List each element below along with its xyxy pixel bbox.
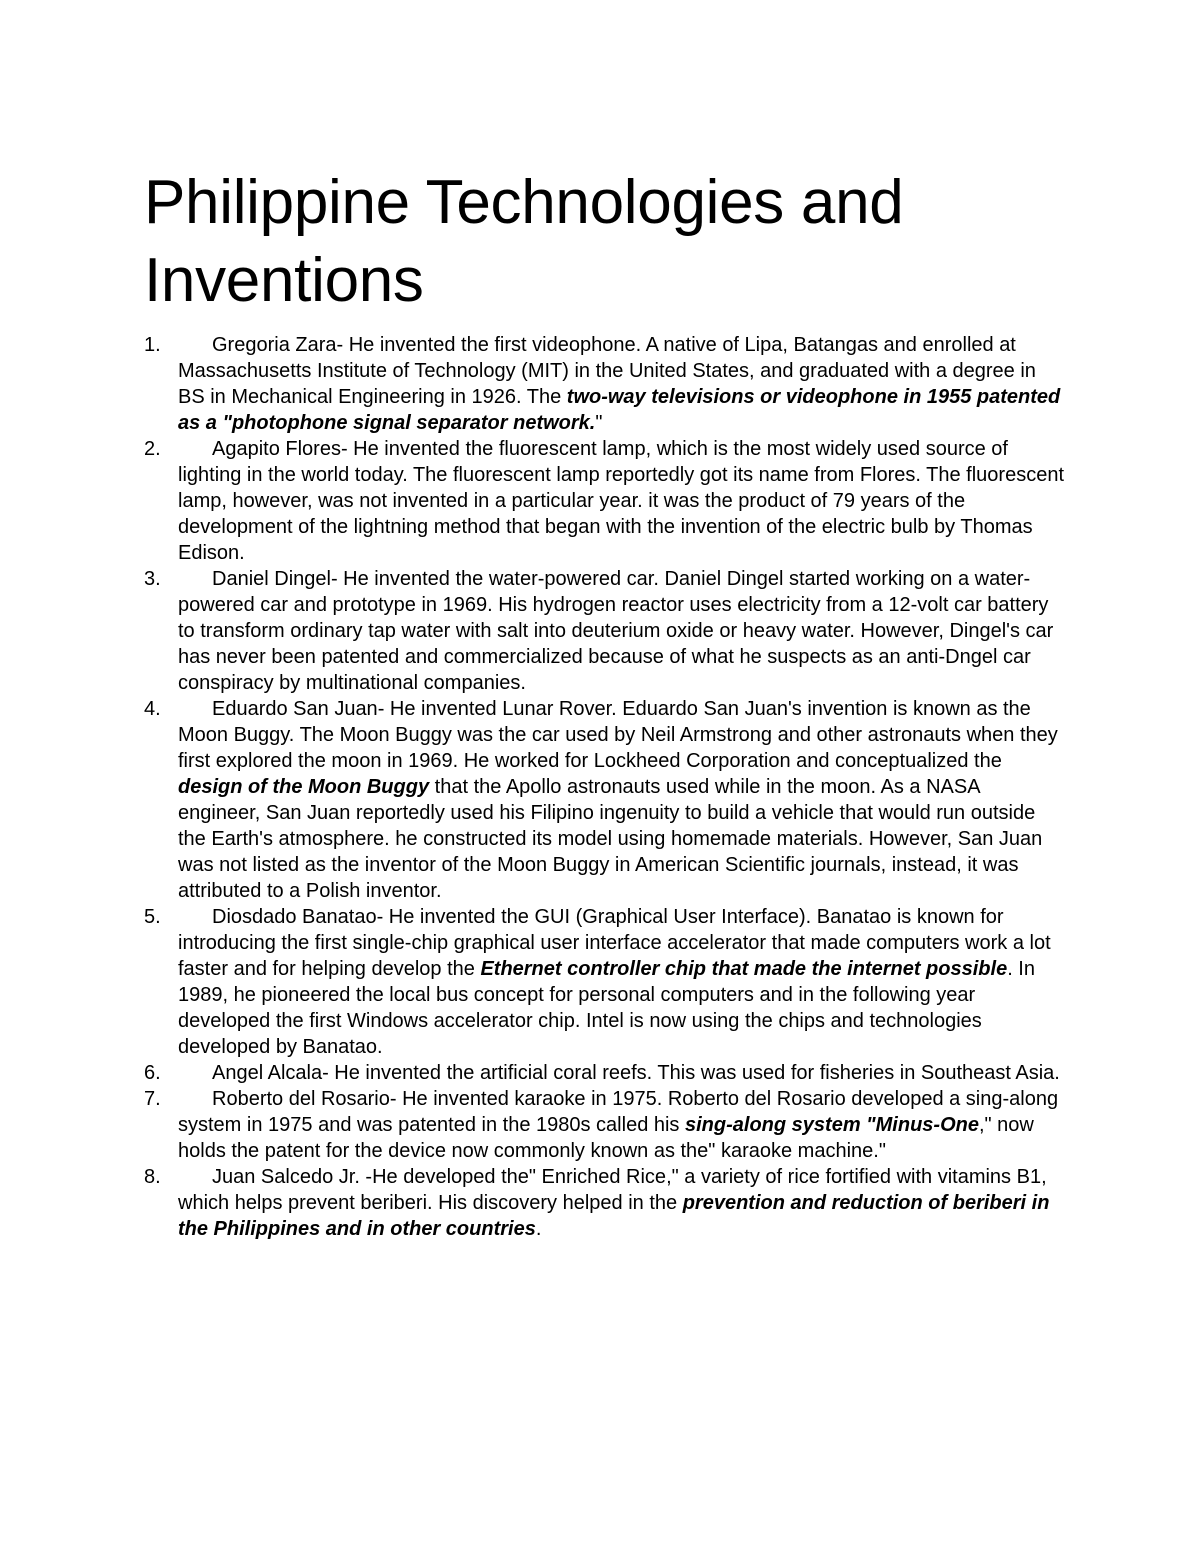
inventions-list (144, 332, 1064, 1242)
text-run: - He invented the (322, 1062, 480, 1084)
emphasis-text: Enriched Rice (541, 1166, 667, 1188)
list-item-number: 6. (144, 1062, 161, 1084)
emphasis-text: Diosdado Banatao (212, 906, 377, 928)
list-item-number: 8. (144, 1166, 161, 1188)
list-item-text (178, 696, 1064, 904)
text-run: ," now holds the patent for the device now commonly known as the" karaoke machine." (178, 1114, 1034, 1162)
list-item-text (178, 332, 1064, 436)
emphasis-text: artificial coral reefs. (479, 1062, 653, 1084)
text-run: - He invented (377, 698, 503, 720)
text-run: - He invented the first (336, 334, 533, 356)
list-item (144, 1164, 1064, 1242)
text-run: , which is the most widely used source of lighting in the world today. The fluorescent lamp reportedly got its name from Flores. The fluorescent lamp, however, was not invented in a particular year. it was the product of 79 years of the development of the lightning method that began with the invention of the electric bulb by Thomas Edison. (178, 438, 1064, 564)
text-run: - He invented the (340, 438, 499, 460)
emphasis-text: videophone. (532, 334, 642, 356)
emphasis-text: water-powered car. (488, 568, 659, 590)
list-item-number: 2. (144, 438, 161, 460)
text-run: Banatao is known for introducing the first single-chip graphical user interface accelerator that made computers work a lot faster and for helping develop the (178, 906, 1051, 980)
text-run: -He developed the" (359, 1166, 542, 1188)
list-item (144, 566, 1064, 696)
text-run: Daniel Dingel started working on a water-powered car and prototype in 1969. His hydrogen reactor uses electricity from a 12-volt car battery to transform ordinary tap water with salt into deuterium oxide or heavy water. However, Dingel's car has never been patented and commercialized because of what he suspects as an anti-Dngel car conspiracy by multinational companies. (178, 568, 1054, 694)
emphasis-text: karaoke (514, 1088, 586, 1110)
emphasis-text: fluorescent lamp (498, 438, 646, 460)
emphasis-text: Juan Salcedo Jr. (212, 1166, 360, 1188)
emphasis-text: Angel Alcala (212, 1062, 323, 1084)
text-run: - He invented (389, 1088, 515, 1110)
emphasis-text: Agapito Flores (212, 438, 341, 460)
emphasis-text: Roberto del Rosario (212, 1088, 390, 1110)
text-run: This was used for fisheries in Southeast Asia. (652, 1062, 1060, 1084)
list-item-number: 1. (144, 334, 161, 356)
emphasis-text: two-way televisions or videophone in 1955 patented as a "photophone signal separator network. (178, 386, 1061, 434)
list-item-number: 5. (144, 906, 161, 928)
list-item-number: 7. (144, 1088, 161, 1110)
page-title: Philippine Technologies and Inventions (144, 168, 904, 315)
list-item-text (178, 436, 1064, 566)
list-item-number: 4. (144, 698, 161, 720)
emphasis-text: Gregoria Zara (212, 334, 337, 356)
text-run: . In 1989, he pioneered the local bus concept for personal computers and in the following year developed the first Windows accelerator chip. Intel is now using the chips and technologies developed by Banatao. (178, 958, 1035, 1058)
text-run: - He invented the (330, 568, 489, 590)
text-run: Eduardo San Juan's invention is known as the Moon Buggy. The Moon Buggy was the car used by Neil Armstrong and other astronauts when they first explored the moon in 1969. He worked for Lockheed Corporation and conceptualized the (178, 698, 1058, 772)
list-item-text (178, 1164, 1064, 1242)
list-item (144, 436, 1064, 566)
text-run: - He invented the (376, 906, 535, 928)
list-item (144, 1060, 1064, 1086)
emphasis-text: Ethernet controller chip that made the internet possible (480, 958, 1008, 980)
text-run: ," a variety of rice fortified with vitamins B1, which helps prevent beriberi. His discovery helped in the (178, 1166, 1047, 1214)
list-item (144, 332, 1064, 436)
list-item-text (178, 1060, 1064, 1086)
list-item-number: 3. (144, 568, 161, 590)
emphasis-text: GUI (Graphical User Interface). (534, 906, 812, 928)
list-item-text (178, 904, 1064, 1060)
emphasis-text: design of the Moon Buggy (178, 776, 430, 798)
emphasis-text: prevention and reduction of beriberi in the Philippines and in other countries (178, 1192, 1050, 1240)
list-item (144, 1086, 1064, 1164)
list-item (144, 904, 1064, 1060)
list-item-text (178, 1086, 1064, 1164)
text-run: A native of Lipa, Batangas and enrolled at Massachusetts Institute of Technology (MIT) in the United States, and graduated with a degree in BS in Mechanical Engineering in 1926. The (178, 334, 1036, 408)
emphasis-text: sing-along system "Minus-One (685, 1114, 979, 1136)
text-run: " (595, 412, 603, 434)
text-run: that the Apollo astronauts used while in the moon. As a NASA engineer, San Juan reportedly used his Filipino ingenuity to build a vehicle that would run outside the Earth's atmosphere. he constructed its model using homemade materials. However, San Juan was not listed as the inventor of the Moon Buggy in American Scientific journals, instead, it was attributed to a Polish inventor. (178, 776, 1043, 902)
list-item-text (178, 566, 1064, 696)
emphasis-text: Eduardo San Juan (212, 698, 378, 720)
list-item (144, 696, 1064, 904)
text-run: . (535, 1218, 542, 1240)
emphasis-text: Lunar Rover. (502, 698, 617, 720)
text-run: in 1975. Roberto del Rosario developed a sing-along system in 1975 and was patented in the 1980s called his (178, 1088, 1059, 1136)
emphasis-text: Daniel Dingel (212, 568, 331, 590)
